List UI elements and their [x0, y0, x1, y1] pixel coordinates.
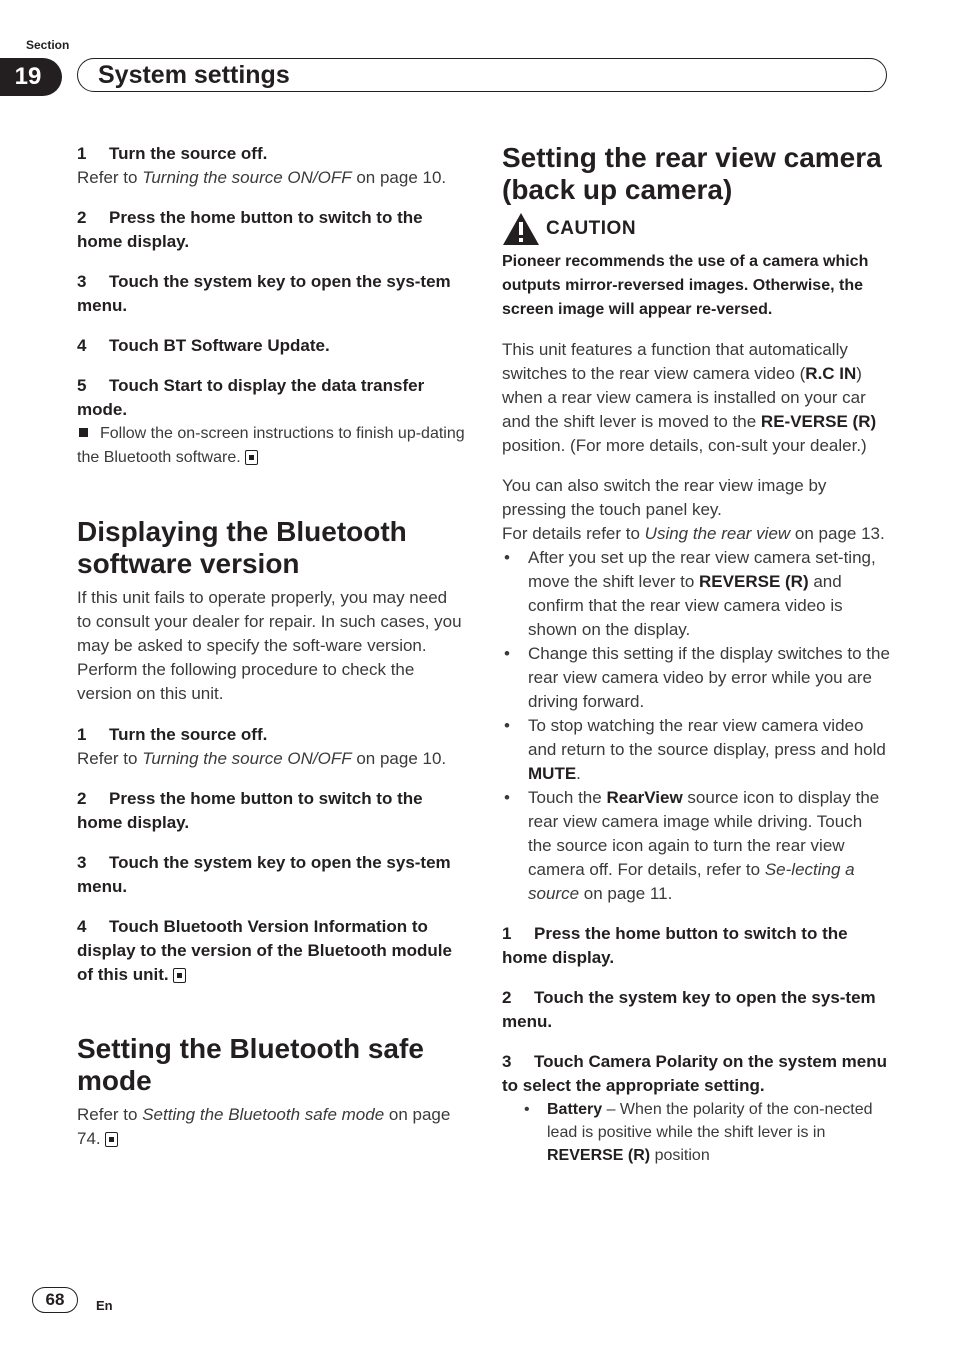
step: 1 Press the home button to switch to the home display. — [502, 924, 848, 967]
page-link[interactable]: Using the rear view — [644, 524, 791, 543]
end-mark-icon — [173, 968, 186, 983]
caution-text: Pioneer recommends the use of a camera which outputs mirror-reversed images. Otherwise, the screen image will appear re-versed. — [502, 253, 869, 318]
step: 1 Turn the source off. — [77, 725, 268, 744]
end-mark-icon — [245, 450, 258, 465]
safe-mode-refer: Refer to Setting the Bluetooth safe mode on page 74. — [77, 1105, 451, 1148]
page-link[interactable]: Setting the Bluetooth safe mode — [142, 1105, 385, 1124]
list-item: • Battery – When the polarity of the con-nected lead is positive while the shift lever is in REVERSE (R) position — [502, 1098, 890, 1167]
bullet-list — [502, 546, 890, 906]
refer-text: Refer to Turning the source ON/OFF on page 10. — [77, 749, 447, 768]
language-code: En — [96, 1298, 113, 1313]
refer-text: For details refer to Using the rear view on page 13. — [502, 524, 885, 543]
list-item: • Change this setting if the display switches to the rear view camera video by error while you are driving forward. — [502, 642, 890, 714]
left-column — [77, 142, 465, 1151]
note: Follow the on-screen instructions to finish up-dating the Bluetooth software. — [77, 425, 465, 466]
sub-bullet-list — [502, 1098, 890, 1167]
note-square-icon — [79, 428, 88, 437]
list-item: • Touch the RearView source icon to display the rear view camera image while driving. Touch the source icon again to turn the rear view camera off. For details, refer to Se-lecting a source on page 11. — [502, 786, 890, 906]
page-link[interactable]: Turning the source ON/OFF — [142, 749, 352, 768]
step: 1 Turn the source off. — [77, 144, 268, 163]
step: 2 Touch the system key to open the sys-tem menu. — [502, 988, 876, 1031]
step: 4 Touch BT Software Update. — [77, 336, 330, 355]
right-column — [502, 142, 890, 1167]
page-link[interactable]: Turning the source ON/OFF — [142, 168, 352, 187]
warning-triangle-icon — [502, 212, 540, 246]
caution-label: CAUTION — [546, 218, 637, 239]
step: 4 Touch Bluetooth Version Information to display to the version of the Bluetooth module of this unit. — [77, 917, 452, 984]
page-number: 68 — [32, 1287, 78, 1313]
heading-safe-mode: Setting the Bluetooth safe mode — [77, 1033, 424, 1096]
step: 2 Press the home button to switch to the home display. — [77, 208, 423, 251]
step: 3 Touch the system key to open the sys-tem menu. — [77, 272, 451, 315]
caution-header — [502, 212, 890, 246]
heading-rear-camera: Setting the rear view camera (back up camera) — [502, 142, 882, 205]
bt-version-intro: If this unit fails to operate properly, you may need to consult your dealer for repair. In such cases, you may be asked to specify the soft-ware version. Perform the following procedure to check the version on this unit. — [77, 588, 462, 703]
step: 2 Press the home button to switch to the home display. — [77, 789, 423, 832]
list-item: • To stop watching the rear view camera video and return to the source display, press and hold MUTE. — [502, 714, 890, 786]
section-title: System settings — [77, 58, 887, 92]
paragraph: You can also switch the rear view image by pressing the touch panel key. — [502, 476, 827, 519]
section-number: 19 — [0, 58, 62, 96]
list-item: • After you set up the rear view camera set-ting, move the shift lever to REVERSE (R) and confirm that the rear view camera video is shown on the display. — [502, 546, 890, 642]
step: 3 Touch the system key to open the sys-tem menu. — [77, 853, 451, 896]
end-mark-icon — [105, 1132, 118, 1147]
page-link[interactable]: Se-lecting a source — [528, 860, 855, 903]
intro-paragraph: This unit features a function that automatically switches to the rear view camera video (R.C IN) when a rear view camera is installed on your car and the shift lever is moved to the RE-VERSE (R) position. (For more details, con-sult your dealer.) — [502, 340, 877, 455]
step: 5 Touch Start to display the data transfer mode. — [77, 376, 425, 419]
heading-bt-version: Displaying the Bluetooth software version — [77, 516, 407, 579]
section-label: Section — [26, 38, 70, 52]
refer-text: Refer to Turning the source ON/OFF on page 10. — [77, 168, 447, 187]
step: 3 Touch Camera Polarity on the system menu to select the appropriate setting. — [502, 1052, 887, 1095]
